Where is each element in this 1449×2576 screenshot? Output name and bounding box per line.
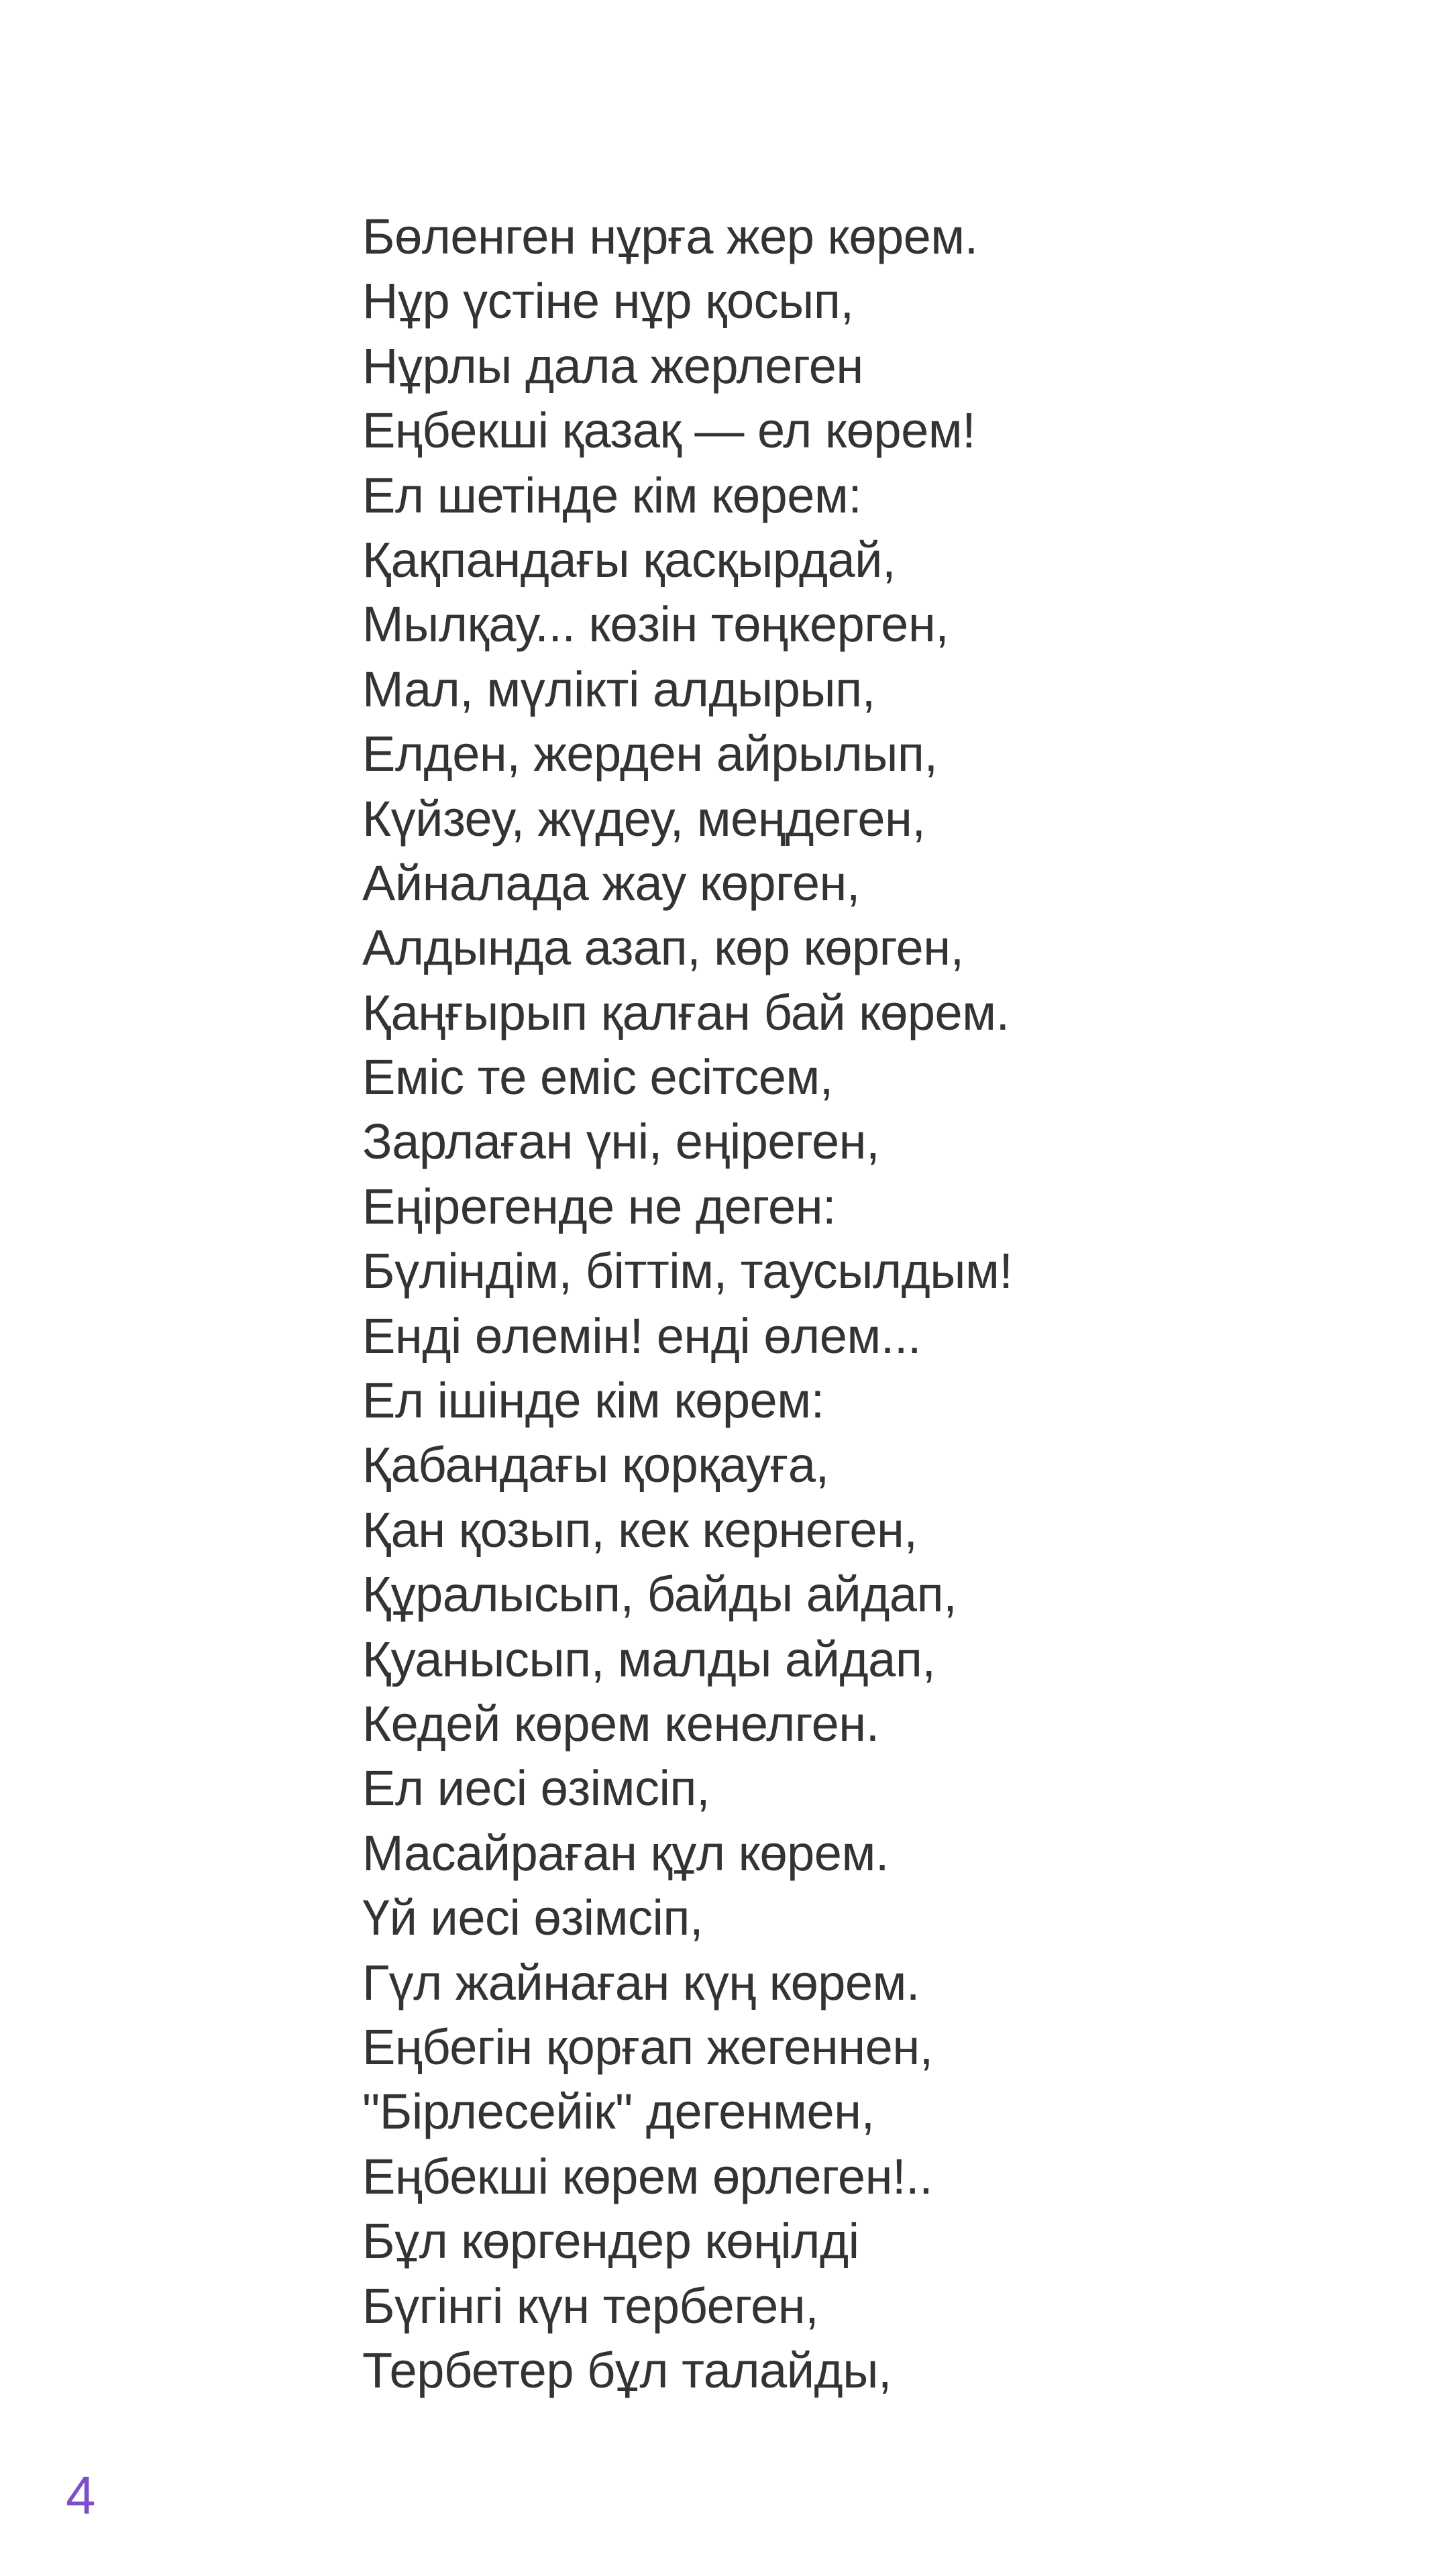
- poem-line: Ел шетінде кім көрем:: [362, 467, 862, 523]
- poem-line: Алдында азап, көр көрген,: [362, 920, 964, 976]
- poem-line: Еңбекші көрем өрлеген!..: [362, 2148, 933, 2204]
- poem-line: Еңбекші қазақ — ел көрем!: [362, 402, 976, 459]
- poem-line: Мал, мүлікті алдырып,: [362, 661, 875, 717]
- poem-line: Үй иесі өзімсіп,: [362, 1890, 704, 1946]
- poem-line: Зарлаған үні, еңіреген,: [362, 1114, 880, 1170]
- poem-line: Бұл көргендер көңілді: [362, 2213, 859, 2269]
- poem-line: Ел ішінде кім көрем:: [362, 1373, 824, 1429]
- poem-line: Елден, жерден айрылып,: [362, 726, 938, 782]
- poem-text: [362, 205, 1368, 2403]
- poem-line: Құралысып, байды айдап,: [362, 1566, 957, 1623]
- poem-line: Айналада жау көрген,: [362, 855, 860, 911]
- poem-line: Енді өлемін! енді өлем...: [362, 1307, 921, 1364]
- poem-line: Еміс те еміс есітсем,: [362, 1049, 833, 1106]
- poem-line: "Бірлесейік" дегенмен,: [362, 2084, 875, 2140]
- poem-line: Күйзеу, жүдеу, меңдеген,: [362, 790, 926, 847]
- poem-line: Еңбегін қорғап жегеннен,: [362, 2019, 933, 2075]
- poem-line: Гүл жайнаған күң көрем.: [362, 1954, 920, 2010]
- poem-line: Ел иесі өзімсіп,: [362, 1760, 710, 1817]
- poem-line: Қақпандағы қасқырдай,: [362, 531, 896, 588]
- poem-line: Нұр үстіне нұр қосып,: [362, 273, 854, 329]
- poem-line: Қаңғырып қалған бай көрем.: [362, 984, 1010, 1040]
- poem-line: Мылқау... көзін төңкерген,: [362, 596, 949, 653]
- poem-line: Нұрлы дала жерлеген: [362, 337, 863, 394]
- poem-line: Кедей көрем кенелген.: [362, 1695, 879, 1752]
- poem-line: Масайраған құл көрем.: [362, 1825, 889, 1881]
- page-number: 4: [66, 2465, 96, 2525]
- poem-line: Бүліндім, біттім, таусылдым!: [362, 1243, 1013, 1299]
- poem-line: Бүгінгі күн тербеген,: [362, 2277, 819, 2334]
- poem-line: Қуанысып, малды айдап,: [362, 1631, 936, 1687]
- poem-line: Бөленген нұрға жер көрем.: [362, 209, 978, 264]
- poem-line: Қабандағы қорқауға,: [362, 1437, 829, 1493]
- poem-line: Еңірегенде не деген:: [362, 1178, 837, 1234]
- poem-line: Қан қозып, кек кернеген,: [362, 1501, 918, 1558]
- poem-line: Тербетер бұл талайды,: [362, 2342, 892, 2398]
